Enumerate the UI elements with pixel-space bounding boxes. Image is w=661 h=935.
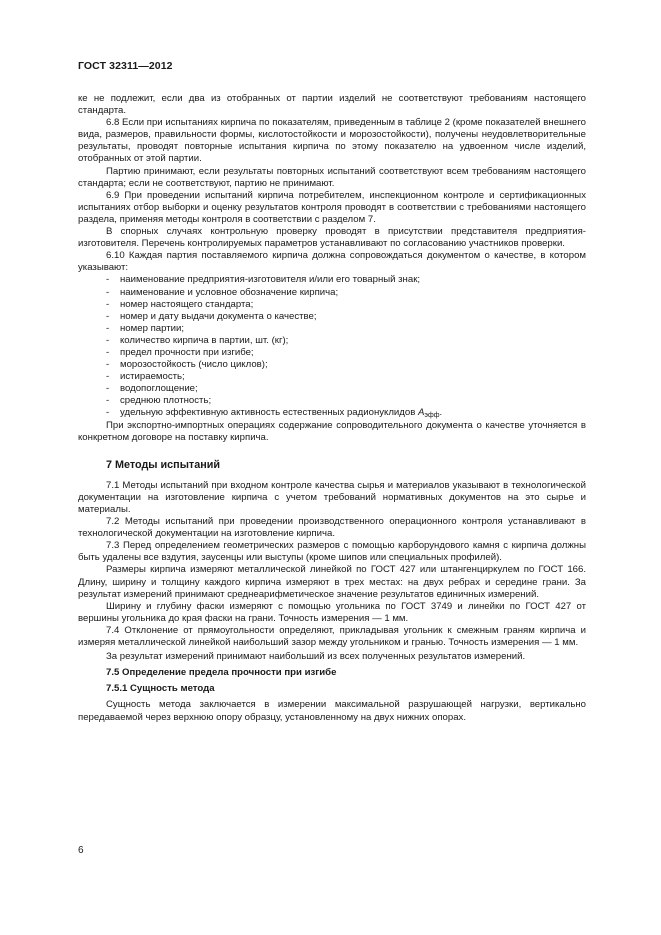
subsection-heading: 7.5 Определение предела прочности при изгибе [106,667,337,679]
paragraph-6-9: 6.9 При проведении испытаний кирпича потребителем, инспекционном контроле и сертификационных испытаниях отбор выборки и оценку результатов контроля проводят в соответствии с требованиями настоящего раздела, применяя методы контроля в соответствии с разделом 7. [78,189,586,225]
activity-symbol: A [418,407,425,419]
list-item: - номер и дату выдачи документа о качестве; [106,310,317,322]
paragraph: Размеры кирпича измеряют металлической линейкой по ГОСТ 427 или штангенциркулем по ГОСТ 166. Длину, ширину и толщину каждого кирпича измеряют в трех местах: на двух ребрах и середине грани. За результат измерений принимают среднеарифметическое значение результатов единичных измерений. [78,564,586,600]
list-item: - наименование предприятия-изготовителя и/или его товарный знак; [106,274,421,286]
activity-subscript: эфф [424,412,440,420]
list-item: - морозостойкость (число циклов); [106,359,268,371]
list-item: - наименование и условное обозначение кирпича; [106,286,339,298]
document-header: ГОСТ 32311—2012 [78,60,173,72]
list-item: - номер партии; [106,322,184,334]
list-item-text: номер партии; [120,322,184,334]
paragraph-7-3: 7.3 Перед определением геометрических размеров с помощью карборундового камня с кирпича должны быть удалены все вздутия, заусенцы или выступы (кроме шипов или специальных профилей). [78,540,586,564]
subsection-heading: 7.5.1 Сущность метода [106,683,215,695]
list-item-text: количество кирпича в партии, шт. (кг); [120,334,289,346]
list-item-end: . [439,407,443,419]
list-item: - номер настоящего стандарта; [106,298,254,310]
list-item-text: среднюю плотность; [120,395,212,407]
list-item: - предел прочности при изгибе; [106,346,254,358]
list-item-text: водопоглощение; [120,383,198,395]
list-item-text: удельную эффективную активность естественных радионуклидов [120,407,418,419]
list-item: - количество кирпича в партии, шт. (кг); [106,334,289,346]
list-item: - истираемость; [106,371,185,383]
list-item-text: предел прочности при изгибе; [120,346,254,358]
paragraph: ке не подлежит, если два из отобранных от партии изделий не соответствуют требованиям настоящего стандарта. [78,93,586,117]
list-item: - среднюю плотность; [106,395,212,407]
paragraph: При экспортно-импортных операциях содержание сопроводительного документа о качестве уточняется в конкретном договоре на поставку кирпича. [78,419,586,443]
page-number: 6 [78,845,84,856]
list-item-text: морозостойкость (число циклов); [120,359,268,371]
paragraph-7-4: 7.4 Отклонение от прямоугольности определяют, прикладывая угольник к смежным граням кирпича и измеряя металлической линейкой наибольший зазор между угольником и гранью. Точность измерения — 1 мм. [78,624,586,649]
list-item-text: наименование предприятия-изготовителя и/или его товарный знак; [120,274,421,286]
list-item-text: наименование и условное обозначение кирпича; [120,286,339,298]
section-heading: 7 Методы испытаний [106,458,221,471]
paragraph-6-8: 6.8 Если при испытаниях кирпича по показателям, приведенным в таблице 2 (кроме показателей внешнего вида, размеров, правильности формы, кислотостойкости и морозостойкости), получены неудовлетворительные результаты, проводят повторные испытания кирпича по этому показателю на удвоенном числе изделий, отобранных от этой партии. [78,117,586,165]
list-item-text: номер и дату выдачи документа о качестве; [120,310,317,322]
list-item-text: номер настоящего стандарта; [120,298,254,310]
paragraph: Ширину и глубину фаски измеряют с помощью угольника по ГОСТ 3749 и линейки по ГОСТ 427 от вершины угольника до края фаски на грани. Точность измерения — 1 мм. [78,600,586,624]
paragraph-7-2: 7.2 Методы испытаний при проведении производственного операционного контроля устанавливают в технологической документации на изготовление кирпича. [78,516,586,540]
paragraph: Партию принимают, если результаты повторных испытаний соответствуют всем требованиям настоящего стандарта; если не соответствуют, партию не принимают. [78,165,586,189]
document-body [78,93,586,724]
paragraph-7-1: 7.1 Методы испытаний при входном контроле качества сырья и материалов указывают в технологической документации на изготовление кирпича с учетом требований нормативных документов на это сырье и материалы. [78,479,586,515]
paragraph: За результат измерений принимают наибольший из всех полученных результатов измерений. [106,651,526,663]
paragraph: В спорных случаях контрольную проверку проводят в присутствии представителя предприятия-изготовителя. Перечень контролируемых параметров устанавливают по согласованию участников проверки. [78,226,586,250]
paragraph: Сущность метода заключается в измерении максимальной разрушающей нагрузки, вертикально передаваемой через верхнюю опору образцу, установленному на двух нижних опорах. [78,699,586,723]
list-item-text: истираемость; [120,371,185,383]
paragraph-6-10: 6.10 Каждая партия поставляемого кирпича должна сопровождаться документом о качестве, в котором указывают: [78,250,586,274]
list-item: - водопоглощение; [106,383,198,395]
list-item: - удельную эффективную активность естественных радионуклидов $A_{эфф}$. [106,407,443,420]
